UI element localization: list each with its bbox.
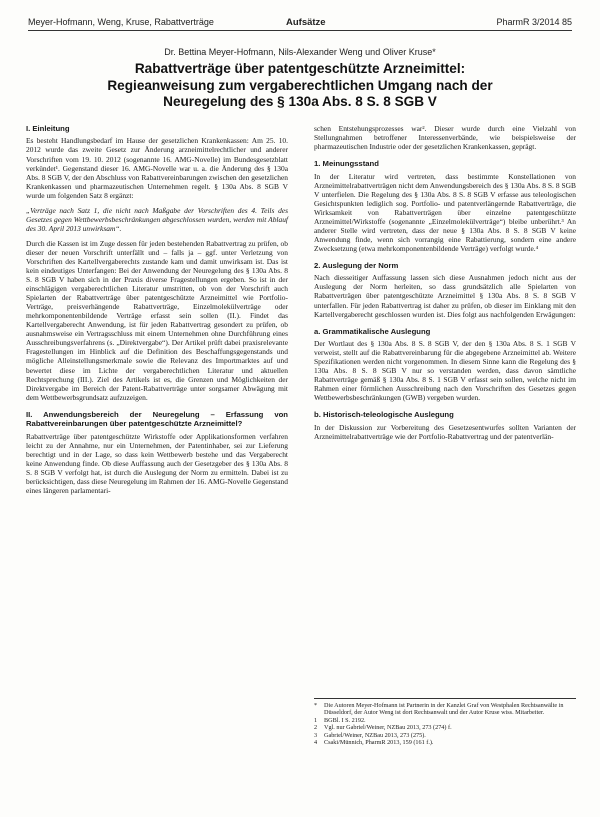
left-column xyxy=(26,124,288,495)
footnote-number: 1 xyxy=(314,716,318,724)
footnote-text: Gabriel/Weiner, NZBau 2013, 273 (275). xyxy=(324,731,426,739)
running-head-section: Aufsätze xyxy=(286,17,326,28)
body-paragraph: Nach diesseitiger Auffassung lassen sich diese Ausnahmen jedoch nicht aus der Auslegung der Norm herleiten, so dass grundsätzlich alle Spielarten von Rabattverträgen über patentgeschützte Arzneimittel § 130a Abs. 8 S. 8 SGB V unterfallen. Für jeden Rabattvertrag ist daher zu prüfen, ob dieser im Einklang mit den Kartellvergaberecht geschlossen wurden ist. Dies folgt aus nachfolgenden Erwägungen: xyxy=(314,273,576,319)
section-heading-auslegung: 2. Auslegung der Norm xyxy=(314,260,399,270)
footnote-number: 4 xyxy=(314,739,318,747)
footnote xyxy=(314,739,576,746)
body-paragraph: Rabattverträge über patentgeschützte Wirkstoffe oder Applikationsformen verfahren leicht zu der Annahme, nur ein Unternehmen, der Patentinhaber, sei zur Lieferung berechtigt und in der Lage, so dass kein Wettbewerb bestehe und das Vergaberecht keine Anwendung finde. Ob diese Auffassung auch der Gesetzgeber des § 130a Abs. 8 S. 8 SGB V verfolgt hat, ist durch die Auslegung der Norm zu ermitteln. Dabei ist zu berücksichtigen, dass diese Neuregelung im Rahmen der 16. AMG-Novelle Gegenstand eines längeren parlamentari- xyxy=(26,431,288,495)
section-heading-einleitung: I. Einleitung xyxy=(26,124,70,133)
footnote-text: Csaki/Münnich, PharmR 2013, 159 (161 f.). xyxy=(324,739,434,747)
article-title xyxy=(50,61,550,111)
footnote-text: BGBl. I S. 2192. xyxy=(324,716,366,724)
title-line: Neuregelung des § 130a Abs. 8 S. 8 SGB V xyxy=(163,94,437,109)
right-column xyxy=(314,124,576,441)
running-head-authors: Meyer-Hofmann, Weng, Kruse, Rabattverträge xyxy=(28,17,214,27)
footnote xyxy=(314,702,576,717)
footnote-number: 2 xyxy=(314,724,318,732)
body-paragraph: Durch die Kassen ist im Zuge dessen für jeden bestehenden Rabattvertrag zu prüfen, ob dieser der neuen Vorschrift unterfällt und – falls ja – ggf. unter Verletzung von Vorschriften des Kartellvergaberechts zustande kam und damit unwirksam ist. Das ist kein eindeutiges Unterfangen: Bei der Anwendung der Neuregelung des § 130a Abs. 8 S. 8 SGB V haben sich in der Praxis diverse Fragestellungen ergeben. So ist in der einschlägigen vergaberechtlichen Literatur umstritten, ob von der Vorschrift auch Spielarten der Rabattverträge über patentgeschützte Arzneimittel wie Portfolio-Verträge, preisverhängende Rabattverträge, Einzelmolekülverträge oder mehrkomponentenbildende Verträge erfasst sein sollen (II.). Findet das Kartellvergaberecht Anwendung, ist für jeden Rabattvertrag gesondert zu prüfen, ob ausnahmsweise ein Vertragsschluss mit einem Unternehmen ohne Durchführung eines Ausschreibungsverfahrens (s. „Direktvergabe“). Der Artikel prüft dabei praxisrelevante Fragestellungen im Hinblick auf die Definition des Beschaffungsgegenstands und mögliche Alleinstellungsmerkmale sowie die Relevanz des Importmarktes auf und bewertet diese im Lichte der vergaberechtlichen Literatur und aktuellen Rechtsprechung (III.). Ziel des Artikels ist es, die Grenzen und Möglichkeiten der Direktvergabe im Bereich der Patent-Rabattverträge unter sorgsamer Abwägung mit dem Wettbewerbsgrundsatz aufzuzeigen. xyxy=(26,238,288,402)
body-paragraph: Es besteht Handlungsbedarf im Hause der gesetzlichen Krankenkassen: Am 25. 10. 2012 wurde das zweite Gesetz zur Änderung arzneimittelrechtlicher und anderer Vorschriften vom 19. 10. 2012 (sogenannte 16. AMG-Novelle) im Bundesgesetzblatt verkündet¹. Gegenstand dieser 16. AMG-Novelle war u. a. die Änderung des § 130a Abs. 8 SGB V, der den Abschluss von Rabattvereinbarungen zwischen den gesetzlichen Krankenkassen und pharmazeutischen Unternehmen regelt. § 130a Abs. 8 SGB V wurde um folgenden Satz 8 ergänzt: xyxy=(26,136,288,200)
body-paragraph: Der Wortlaut des § 130a Abs. 8 S. 8 SGB V, der den § 130a Abs. 8 S. 1 SGB V verweist, stellt auf die Rabattvereinbarung für die abgegebene Arzneimittel ab. Weitere Spezifikationen werden nicht vorgenommen. In diesem Sinne kann die Regelung des § 130a Abs. 8 S. 8 SGB V nur so verstanden werden, dass davon sämtliche Rabattverträge gemäß § 130a Abs. 8 S. 1 SGB V erfasst sein sollen, welche nicht im Rahmen einer förmlichen Ausschreibung nach den Vorschriften des Gesetzes gegen Wettbewerbsbeschränkungen (GWB) vergeben wurden. xyxy=(314,339,576,403)
subsection-heading-grammatikalisch: a. Grammatikalische Auslegung xyxy=(314,326,431,336)
footnote-number: * xyxy=(314,702,318,709)
running-head-rule xyxy=(28,30,572,31)
body-paragraph: schen Entstehungsprozesses war². Dieser wurde durch eine Vielzahl von Stellungnahmen betroffener Interessenverbände, wie beispielsweise der pharmazeutischen Industrie oder der gesetzlichen Krankenkassen, geprägt. xyxy=(314,124,576,152)
footnote-text: Vgl. nur Gabriel/Weiner, NZBau 2013, 273 (274) f. xyxy=(324,724,452,732)
footnote xyxy=(314,717,576,724)
running-head-issue-page: PharmR 3/2014 85 xyxy=(496,17,572,27)
title-line: Rabattverträge über patentgeschützte Arzneimittel: xyxy=(134,61,466,76)
footnote xyxy=(314,732,576,739)
footnote-number: 3 xyxy=(314,731,318,739)
body-paragraph: In der Literatur wird vertreten, dass bestimmte Konstellationen von Arzneimittelrabattverträgen nicht dem Anwendungsbereich des § 130a Abs. 8 S. 8 SGB V unterfielen. Die Regelung des § 130a Abs. 8 S. 8 SGB V erfasse aus teleologischen Gesichtspunkten lediglich sog. Portfolio- und patentverlängernde Rabattverträge, die Wirksamkeit von Rabattverträgen über einzelne patentgeschützte Arzneimittel/Wirkstoffe (sogenannte „Einzelmolekülverträge“) bleibe unberührt.³ An anderer Stelle wird vertreten, dass der neue § 130a Abs. 8 S. 8 SGB V keine Anwendung finde, wenn sich vorrangig eine Rabattierung, sondern eine andere Zwecksetzung (etwa mehrkomponentenbildende Verträge) verfolgt wurde.⁴ xyxy=(314,171,576,253)
statute-quote: „Verträge nach Satz 1, die nicht nach Maßgabe der Vorschriften des 4. Teils des Gesetzes gegen Wettbewerbsbeschränkungen abgeschlossen wurden, werden mit Ablauf des 30. April 2013 unwirksam“. xyxy=(26,205,288,233)
body-paragraph: In der Diskussion zur Vorbereitung des Gesetzesentwurfes sollten Varianten der Arzneimittelrabattverträge wie der Portfolio-Rabattvertrag und der patentverlän- xyxy=(314,422,576,441)
footnote xyxy=(314,724,576,731)
footnotes xyxy=(314,698,576,746)
article-authors: Dr. Bettina Meyer-Hofmann, Nils-Alexander Weng und Oliver Kruse* xyxy=(164,47,436,57)
section-heading-anwendungsbereich: II. Anwendungsbereich der Neuregelung – Erfassung von Rabattvereinbarungen über patentgeschützte Arzneimittel? xyxy=(26,409,288,429)
running-head xyxy=(28,14,572,30)
title-line: Regieanweisung zum vergaberechtlichen Umgang nach der xyxy=(107,77,493,93)
footnote-text: Die Autoren Meyer-Hofmann ist Partnerin in der Kanzlei Graf von Westphalen Rechtsanwälte in Düsseldorf, der Autor Weng ist dort Rechtsanwalt und der Autor Kruse wiss. Mitarbeiter. xyxy=(324,702,564,717)
section-heading-meinungsstand: 1. Meinungsstand xyxy=(314,159,379,169)
subsection-heading-historisch: b. Historisch-teleologische Auslegung xyxy=(314,410,454,420)
